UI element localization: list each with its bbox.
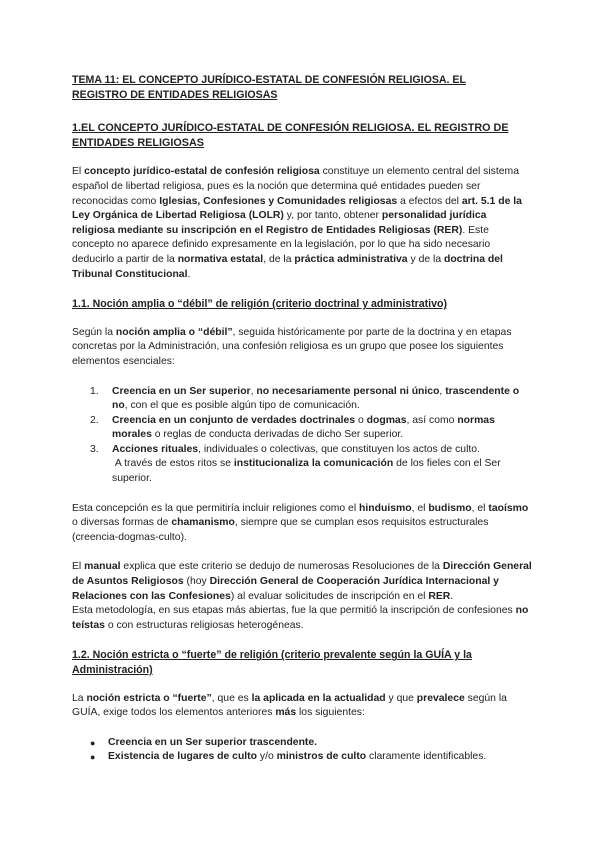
list-item: 3. Acciones rituales, individuales o colectivas, que constituyen los actos de culto. A través de estos ritos se institucionaliza la comunicación de los fieles con el Ser superior. xyxy=(90,443,501,485)
bullet-icon: ● xyxy=(90,737,96,748)
list-item: 2. Creencia en un conjunto de verdades doctrinales o dogmas, así como normas morales o reglas de conducta derivadas de dicho Ser superior. xyxy=(90,414,495,441)
list-item: ● Existencia de lugares de culto y/o ministros de culto claramente identificables. xyxy=(72,750,532,765)
section-1-1-religions-paragraph: Esta concepción es la que permitiría incluir religiones como el hinduismo, el budismo, el taoísmo o diversas formas de chamanismo, siempre que se cumplan esos requisitos estructurales (creencia-dogmas-culto). xyxy=(72,502,529,543)
section-1-1-heading: 1.1. Noción amplia o “débil” de religión (criterio doctrinal y administrativo) xyxy=(72,298,447,311)
section-1-2-heading: 1.2. Noción estricta o “fuerte” de religión (criterio prevalente según la GUÍA y la Administración) xyxy=(72,649,472,676)
section-1-1-intro-paragraph: Según la noción amplia o “débil”, seguida históricamente por parte de la doctrina y en etapas concretas por la Administración, una confesión religiosa es un grupo que posee los siguientes elementos esenciales: xyxy=(72,326,512,367)
section-1-intro-paragraph: El concepto jurídico-estatal de confesión religiosa constituye un elemento central del sistema español de libertad religiosa, pues es la noción que determina qué entidades pueden ser reconocidas como Iglesias, Confesiones y Comunidades religiosas a efectos del art. 5.1 de la Ley Orgánica de Libertad Religiosa (LOLR) y, por tanto, obtener personalidad jurídica religiosa mediante su inscripción en el Registro de Entidades Religiosas (RER). Este concepto no aparece definido expresamente en la legislación, por lo que ha sido necesario deducirlo a partir de la normativa estatal, de la práctica administrativa y de la doctrina del Tribunal Constitucional. xyxy=(72,166,522,280)
section-1-heading: 1.EL CONCEPTO JURÍDICO-ESTATAL DE CONFESIÓN RELIGIOSA. EL REGISTRO DE ENTIDADES RELIGIOSAS xyxy=(72,122,509,149)
section-1-1-manual-paragraph: El manual explica que este criterio se dedujo de numerosas Resoluciones de la Dirección General de Asuntos Religiosos (hoy Dirección General de Cooperación Jurídica Internacional y Relaciones con las Confesiones) al evaluar solicitudes de inscripción en el RER. Esta metodología, en sus etapas más abiertas, fue la que permitió la inscripción de confesiones no teístas o con estructuras religiosas heterogéneas. xyxy=(72,561,532,631)
document-content xyxy=(72,73,532,765)
list-item: ● Creencia en un Ser superior trascendente. xyxy=(72,736,532,751)
document-title: TEMA 11: EL CONCEPTO JURÍDICO-ESTATAL DE CONFESIÓN RELIGIOSA. EL REGISTRO DE ENTIDADES RELIGIOSAS xyxy=(72,74,466,101)
bullet-icon: ● xyxy=(90,752,96,763)
essential-elements-list xyxy=(72,385,532,487)
section-1-2-intro-paragraph: La noción estricta o “fuerte”, que es la aplicada en la actualidad y que prevalece según la GUÍA, exige todos los elementos anteriores más los siguientes: xyxy=(72,692,507,719)
strict-elements-list xyxy=(72,736,532,765)
list-item: 1. Creencia en un Ser superior, no necesariamente personal ni único, trascendente o no, con el que es posible algún tipo de comunicación. xyxy=(90,385,520,412)
